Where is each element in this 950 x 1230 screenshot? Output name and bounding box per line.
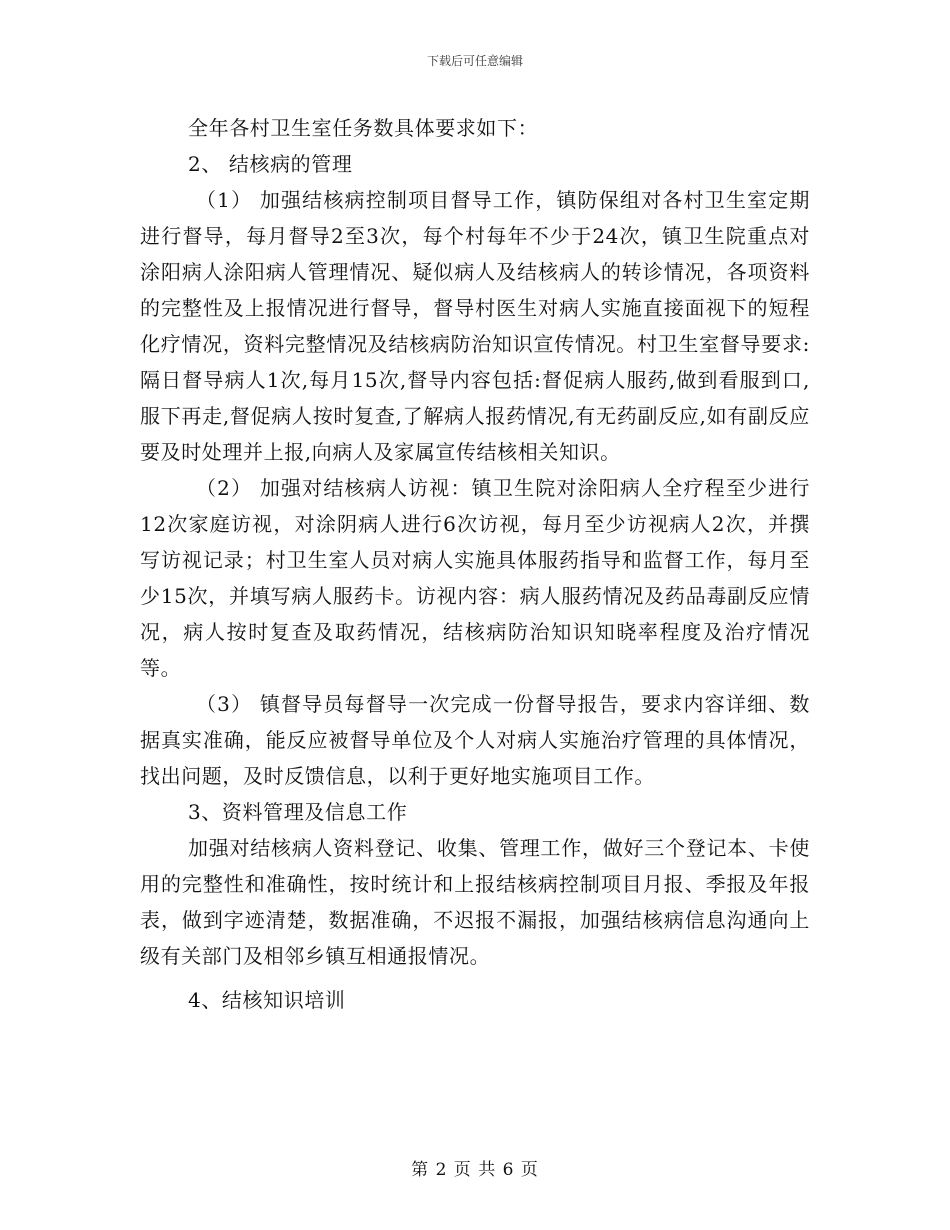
- section-heading-2: 2、 结核病的管理: [188, 152, 353, 176]
- paragraph-3: 加强对结核病人资料登记、收集、管理工作，做好三个登记本、卡使用的完整性和准确性，按时统计和上报结核病控制项目月报、季报及年报表，做到字迹清楚，数据准确，不迟报不漏报，加强结核病信息沟通向上级有关部门及相邻乡镇互相通报情况。: [140, 836, 810, 968]
- section-heading-4: 4、结核知识培训: [188, 988, 346, 1012]
- paragraph-2-2: （2） 加强对结核病人访视：镇卫生院对涂阳病人全疗程至少进行12次家庭访视，对涂阴病人进行6次访视，每月至少访视病人2次，并撰写访视记录；村卫生室人员对病人实施具体服药指导和监督工作，每月至少15次，并填写病人服药卡。访视内容：病人服药情况及药品毒副反应情况，病人按时复查及取药情况，结核病防治知识知晓率程度及治疗情况等。: [140, 476, 810, 680]
- document-body: [140, 110, 810, 1018]
- page-header: 下载后可任意编辑: [426, 54, 523, 68]
- page-number: 第 2 页 共 6 页: [411, 1160, 539, 1180]
- paragraph-2-3: （3） 镇督导员每督导一次完成一份督导报告，要求内容详细、数据真实准确，能反应被督导单位及个人对病人实施治疗管理的具体情况，找出问题，及时反馈信息，以利于更好地实施项目工作。: [140, 692, 810, 788]
- paragraph-intro: 全年各村卫生室任务数具体要求如下：: [188, 116, 539, 140]
- section-heading-3: 3、资料管理及信息工作: [188, 800, 408, 824]
- paragraph-2-1: （1） 加强结核病控制项目督导工作，镇防保组对各村卫生室定期进行督导，每月督导2至3次，每个村每年不少于24次，镇卫生院重点对涂阳病人涂阳病人管理情况、疑似病人及结核病人的转诊情况，各项资料的完整性及上报情况进行督导，督导村医生对病人实施直接面视下的短程化疗情况，资料完整情况及结核病防治知识宣传情况。村卫生室督导要求:隔日督导病人1次,每月15次,督导内容包括:督促病人服药,做到看服到口,服下再走,督促病人按时复查,了解病人报药情况,有无药副反应,如有副反应要及时处理并上报,向病人及家属宣传结核相关知识。: [140, 188, 810, 464]
